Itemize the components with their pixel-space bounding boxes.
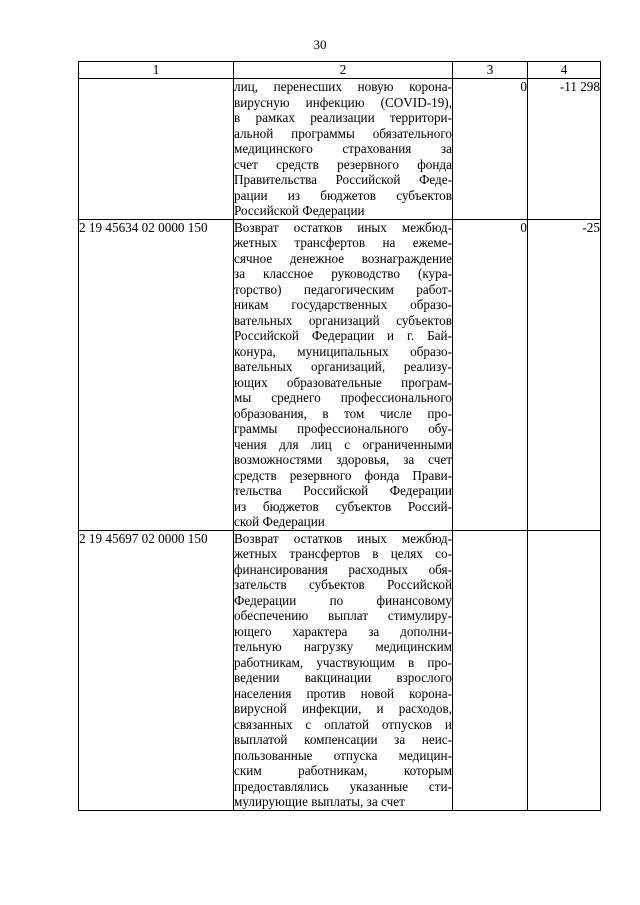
description-line: ющего характера за дополни- bbox=[234, 623, 452, 639]
description-line: жетных трансфертов в целях со- bbox=[234, 546, 452, 561]
description-line: Возврат остатков иных межбюд- bbox=[234, 530, 452, 546]
header-col-4: 4 bbox=[528, 62, 601, 79]
budget-code-cell: 2 19 45697 02 0000 150 bbox=[79, 530, 234, 810]
description-line: ским работникам, которым bbox=[234, 763, 452, 778]
description-line: сячное денежное вознаграждение bbox=[234, 250, 452, 266]
budget-table bbox=[78, 61, 601, 811]
header-col-3: 3 bbox=[453, 62, 528, 79]
description-line: средств резервного фонда Прави- bbox=[234, 467, 452, 483]
description-line: граммы профессионального обу- bbox=[234, 421, 452, 436]
description-line: пользованные отпуска медицин- bbox=[234, 747, 452, 763]
description-line: лиц, перенесших новую корона- bbox=[234, 79, 452, 94]
table-row bbox=[79, 219, 601, 530]
description-line: альной программы обязательного bbox=[234, 125, 452, 141]
description-line: медицинского страхования за bbox=[234, 141, 452, 156]
description-line: вирусной инфекции, и расходов, bbox=[234, 701, 452, 716]
description-line: Федерации по финансовому bbox=[234, 592, 452, 608]
description-line: чения для лиц с ограниченными bbox=[234, 436, 452, 452]
description-line: мулирующие выплаты, за счет bbox=[234, 794, 405, 809]
description-line: образования, в том числе про- bbox=[234, 405, 452, 421]
description-line: вирусную инфекцию (COVID-19), bbox=[234, 94, 452, 110]
description-line: Российской Федерации bbox=[234, 203, 365, 218]
description-line: населения против новой корона- bbox=[234, 685, 452, 701]
description-line: конура, муниципальных образо- bbox=[234, 343, 452, 359]
header-col-1: 1 bbox=[79, 62, 234, 79]
column-4-value bbox=[528, 530, 601, 810]
description-line: счет средств резервного фонда bbox=[234, 156, 452, 172]
description-line: зательств субъектов Российской bbox=[234, 577, 452, 592]
description-line: финансирования расходных обя- bbox=[234, 561, 452, 577]
description-line: жетных трансфертов на ежеме- bbox=[234, 235, 452, 250]
description-line: вательных организаций, реализу- bbox=[234, 359, 452, 374]
header-col-2: 2 bbox=[234, 62, 453, 79]
description-line: Правительства Российской Феде- bbox=[234, 172, 452, 187]
page-number: 30 bbox=[313, 37, 327, 52]
description-line: ведении вакцинации взрослого bbox=[234, 670, 452, 685]
column-4-value: -11 298 bbox=[528, 79, 601, 220]
description-line: Российской Федерации и г. Бай- bbox=[234, 328, 452, 343]
description-line: выплатой компенсации за неис- bbox=[234, 732, 452, 747]
description-line: никам государственных образо- bbox=[234, 297, 452, 312]
description-line: связанных с оплатой отпусков и bbox=[234, 716, 452, 732]
column-3-value: 0 bbox=[453, 219, 528, 530]
description-cell bbox=[234, 530, 453, 810]
description-line: торство) педагогическим работ- bbox=[234, 281, 452, 297]
description-line: вательных организаций субъектов bbox=[234, 312, 452, 328]
description-line: тельства Российской Федерации bbox=[234, 483, 452, 498]
budget-code-cell bbox=[79, 79, 234, 220]
description-cell bbox=[234, 79, 453, 220]
description-cell bbox=[234, 219, 453, 530]
budget-code-cell: 2 19 45634 02 0000 150 bbox=[79, 219, 234, 530]
table-row bbox=[79, 79, 601, 220]
description-line: мы среднего профессионального bbox=[234, 390, 452, 405]
description-line: работникам, участвующим в про- bbox=[234, 654, 452, 670]
description-line: из бюджетов субъектов Россий- bbox=[234, 498, 452, 514]
description-line: ской Федерации bbox=[234, 514, 325, 529]
description-line: рации из бюджетов субъектов bbox=[234, 187, 452, 203]
column-3-value: 0 bbox=[453, 79, 528, 220]
column-3-value bbox=[453, 530, 528, 810]
description-line: предоставлялись указанные сти- bbox=[234, 778, 452, 794]
description-line: Возврат остатков иных межбюд- bbox=[234, 219, 452, 235]
description-line: возможностями здоровья, за счет bbox=[234, 452, 452, 467]
description-line: тельную нагрузку медицинским bbox=[234, 639, 452, 654]
description-line: ющих образовательные програм- bbox=[234, 374, 452, 390]
description-line: в рамках реализации территори- bbox=[234, 110, 452, 125]
description-line: обеспечению выплат стимулиру- bbox=[234, 608, 452, 623]
table-row bbox=[79, 530, 601, 810]
header-row bbox=[79, 62, 601, 79]
column-4-value: -25 bbox=[528, 219, 601, 530]
description-line: за классное руководство (кура- bbox=[234, 266, 452, 281]
